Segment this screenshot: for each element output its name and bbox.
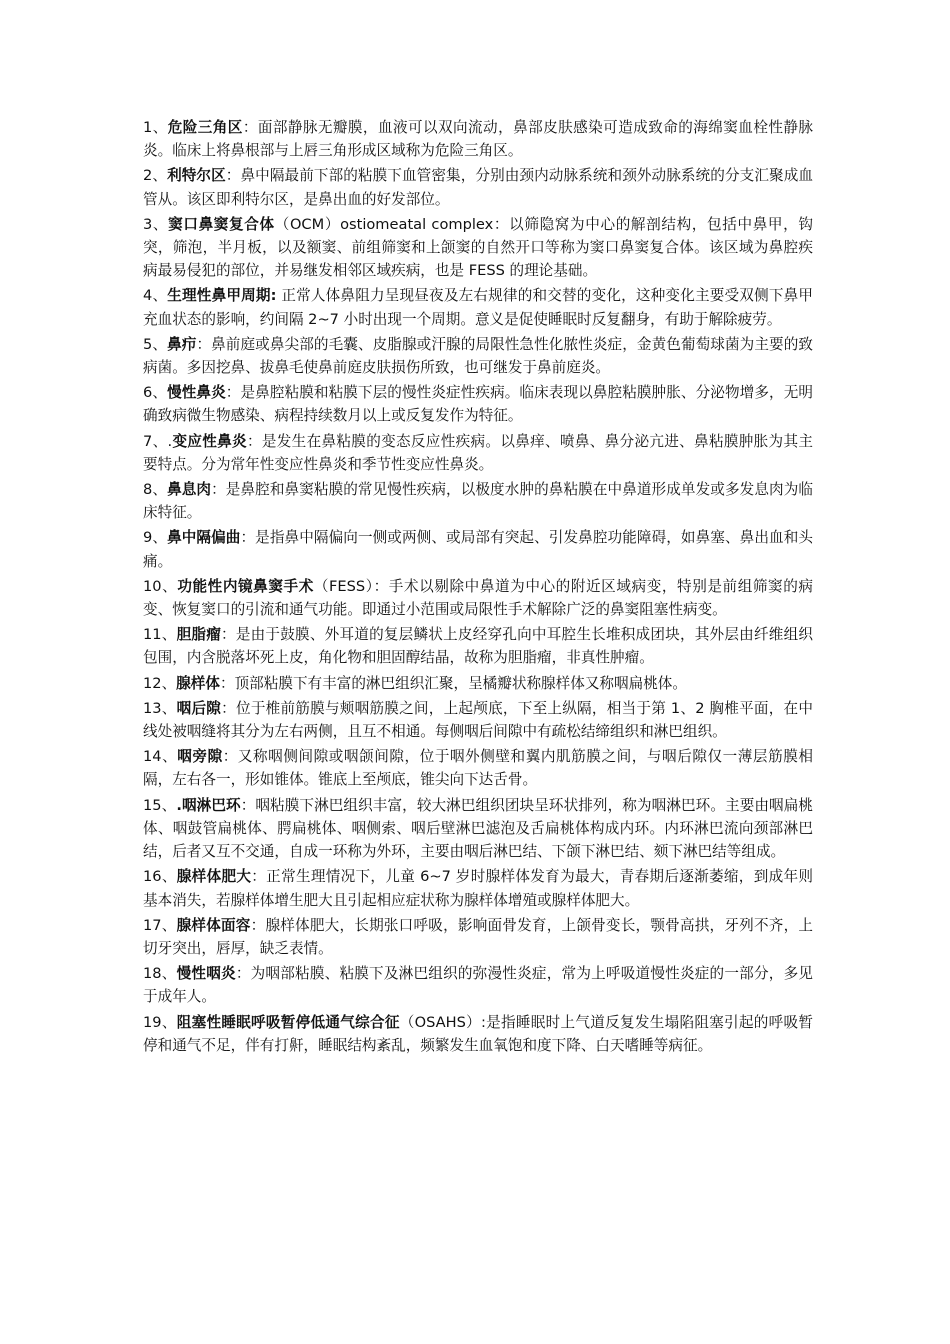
entry-separator: ： <box>225 384 241 402</box>
entry-term: 生理性鼻甲周期: <box>167 287 277 305</box>
entry-definition: 腺样体肥大，长期张口呼吸，影响面骨发育，上颌骨变长，颚骨高拱，牙列不齐，上切牙突出，唇厚，缺乏表情。 <box>143 916 813 957</box>
entry-term: 窦口鼻窦复合体 <box>168 215 275 233</box>
entry-term: 变应性鼻炎 <box>172 432 247 450</box>
entry-number: 1、 <box>143 119 168 136</box>
entry-term: 利特尔区 <box>167 167 226 185</box>
entry-number: 13、 <box>143 699 177 717</box>
glossary-entry <box>143 745 813 791</box>
entry-term: 危险三角区 <box>167 119 243 136</box>
entry-separator: ： <box>211 481 226 499</box>
entry-definition: 咽粘膜下淋巴组织丰富，较大淋巴组织团块呈环状排列，称为咽淋巴环。主要由咽扁桃体、咽鼓管扁桃体、腭扁桃体、咽侧索、咽后壁淋巴滤泡及舌扁桃体构成内环。内环淋巴流向颈部淋巴结，后者又互不交通，自成一环称为外环，主要由咽后淋巴结、下颌下淋巴结、颏下淋巴结等组成。 <box>143 796 813 861</box>
glossary-entry <box>143 914 813 960</box>
entry-term: 鼻疖 <box>167 335 197 353</box>
entry-term: 鼻息肉 <box>167 481 212 499</box>
entry-definition: 正常生理情况下，儿童 6~7 岁时腺样体发育为最大，青春期后逐渐萎缩，到成年则基本消失，若腺样体增生肥大且引起相应症状称为腺样体增殖或腺样体肥大。 <box>143 868 813 909</box>
entry-separator: ： <box>221 699 236 717</box>
glossary-entry <box>143 794 813 864</box>
entry-definition: 是鼻腔粘膜和粘膜下层的慢性炎症性疾病。临床表现以鼻腔粘膜肿胀、分泌物增多，无明确致病微生物感染、病程持续数月以上或反复发作为特征。 <box>143 384 813 425</box>
entry-definition: 面部静脉无瓣膜，血液可以双向流动，鼻部皮肤感染可造成致命的海绵窦血栓性静脉炎。临床上将鼻根部与上唇三角形成区域称为危险三角区。 <box>143 119 813 160</box>
entry-number: 11、 <box>143 626 177 644</box>
document-page <box>143 116 813 1059</box>
entry-definition: 是由于鼓膜、外耳道的复层鳞状上皮经穿孔向中耳腔生长堆积成团块，其外层由纤维组织包围，内含脱落坏死上皮，角化物和胆固醇结晶，故称为胆脂瘤，非真性肿瘤。 <box>143 626 813 667</box>
entry-separator: ： <box>222 748 238 766</box>
entry-term: 咽后隙 <box>176 699 222 717</box>
entry-term: 慢性咽炎 <box>176 965 236 983</box>
glossary-entry <box>143 430 813 476</box>
entry-number: 14、 <box>143 748 178 766</box>
entry-definition: 是鼻腔和鼻窦粘膜的常见慢性疾病，以极度水肿的鼻粘膜在中鼻道形成单发或多发息肉为临床特征。 <box>143 481 813 522</box>
entry-number: 12、 <box>143 674 177 692</box>
entry-separator: ： <box>240 796 256 814</box>
glossary-entry <box>143 164 813 210</box>
entry-separator: ： <box>250 916 266 934</box>
entry-number: 5、 <box>143 335 168 353</box>
entry-definition: 正常人体鼻阻力呈现昼夜及左右规律的和交替的变化，这种变化主要受双侧下鼻甲充血状态的影响，约间隔 2~7 小时出现一个周期。意义是促使睡眠时反复翻身，有助于解除疲劳。 <box>143 287 813 328</box>
glossary-entry <box>143 381 813 427</box>
entry-definition: 鼻中隔最前下部的粘膜下血管密集，分别由颈内动脉系统和颈外动脉系统的分支汇聚成血管从。该区即利特尔区，是鼻出血的好发部位。 <box>143 167 813 208</box>
entry-number: 4、 <box>143 287 168 305</box>
entry-definition: 是指睡眠时上气道反复发生塌陷阻塞引起的呼吸暂停和通气不足，伴有打鼾，睡眠结构紊乱，频繁发生血氧饱和度下降、白天嗜睡等病征。 <box>143 1013 813 1054</box>
entry-definition: 顶部粘膜下有丰富的淋巴组织汇聚，呈橘瓣状称腺样体又称咽扁桃体。 <box>234 674 687 692</box>
entry-separator: ： <box>251 868 267 886</box>
entry-number: 3、 <box>143 215 169 233</box>
entry-number: 10、 <box>143 577 178 595</box>
entry-term: .咽淋巴环 <box>176 796 241 814</box>
entry-term: 鼻中隔偏曲 <box>167 529 241 547</box>
glossary-entry <box>143 962 813 1008</box>
entry-term: 腺样体 <box>176 674 220 692</box>
glossary-entry <box>143 697 813 743</box>
entry-term: 功能性内镜鼻窦手术 <box>177 577 314 595</box>
entry-number: 18、 <box>143 965 177 983</box>
glossary-entry <box>143 672 813 695</box>
glossary-entry <box>143 865 813 911</box>
entry-number: 2、 <box>143 167 168 185</box>
entry-definition: 为咽部粘膜、粘膜下及淋巴组织的弥漫性炎症，常为上呼吸道慢性炎症的一部分，多见于成年人。 <box>143 965 813 1006</box>
entry-definition: 是发生在鼻粘膜的变态反应性疾病。以鼻痒、喷鼻、鼻分泌亢进、鼻粘膜肿胀为其主要特点。分为常年性变应性鼻炎和季节性变应性鼻炎。 <box>143 432 813 473</box>
entry-number: 16、 <box>143 868 177 886</box>
entry-separator: ： <box>221 626 236 644</box>
glossary-entry <box>143 526 813 572</box>
entry-term: 咽旁隙 <box>177 748 223 766</box>
entry-term: 腺样体肥大 <box>176 868 252 886</box>
glossary-entry <box>143 284 813 330</box>
entry-definition: 是指鼻中隔偏向一侧或两侧、或局部有突起、引发鼻腔功能障碍，如鼻塞、鼻出血和头痛。 <box>143 529 813 570</box>
glossary-entry <box>143 333 813 379</box>
entry-separator: （OCM）ostiomeatal complex： <box>274 215 510 233</box>
entry-term: 慢性鼻炎 <box>167 384 226 402</box>
entry-separator: ： <box>219 674 235 692</box>
entry-separator: ： <box>235 965 251 983</box>
entry-number: 8、 <box>143 481 168 499</box>
glossary-entry <box>143 623 813 669</box>
entry-definition: 又称咽侧间隙或咽颌间隙，位于咽外侧壁和翼内肌筋膜之间，与咽后隙仅一薄层筋膜相隔，左右各一，形如锥体。锥底上至颅底，锥尖向下达舌骨。 <box>143 748 813 789</box>
entry-number: 15、 <box>143 796 177 814</box>
entry-term: 阻塞性睡眠呼吸暂停低通气综合征 <box>176 1013 400 1031</box>
entry-term: 腺样体面容 <box>176 916 251 934</box>
entry-separator: （OSAHS）: <box>399 1013 486 1031</box>
glossary-entry <box>143 478 813 524</box>
entry-definition: 鼻前庭或鼻尖部的毛囊、皮脂腺或汗腺的局限性急性化脓性炎症，金黄色葡萄球菌为主要的致病菌。多因挖鼻、拔鼻毛使鼻前庭皮肤损伤所致，也可继发于鼻前庭炎。 <box>143 335 813 377</box>
entry-separator: ： <box>196 335 212 353</box>
entry-separator: （FESS）： <box>313 577 389 595</box>
entry-definition: 手术以剔除中鼻道为中心的附近区域病变，特别是前组筛窦的病变、恢复窦口的引流和通气功能。即通过小范围或局限性手术解除广泛的鼻窦阻塞性病变。 <box>143 577 813 619</box>
entry-definition: 位于椎前筋膜与颊咽筋膜之间，上起颅底，下至上纵隔，相当于第 1、2 胸椎平面，在中线处被咽缝将其分为左右两侧，且互不相通。每侧咽后间隙中有疏松结缔组织和淋巴组织。 <box>143 699 813 741</box>
entry-separator: ： <box>225 167 241 185</box>
entry-number: 9、 <box>143 529 168 547</box>
entry-separator: ： <box>240 529 256 547</box>
entry-definition: 以筛隐窝为中心的解剖结构，包括中鼻甲，钩突，筛泡，半月板，以及额窦、前组筛窦和上颌窦的自然开口等称为窦口鼻窦复合体。该区域为鼻腔疾病最易侵犯的部位，并易继发相邻区域疾病，也是 FESS 的理论基础。 <box>143 215 813 280</box>
entry-number: 17、 <box>143 916 177 934</box>
entry-separator: ： <box>242 119 258 136</box>
glossary-entry <box>143 116 813 162</box>
entry-number: 7、. <box>143 432 173 450</box>
glossary-entry <box>143 1011 813 1057</box>
entry-term: 胆脂瘤 <box>176 626 222 644</box>
glossary-entry <box>143 213 813 283</box>
entry-number: 6、 <box>143 384 168 402</box>
glossary-entry <box>143 575 813 621</box>
entry-number: 19、 <box>143 1013 177 1031</box>
entry-separator: ： <box>246 432 262 450</box>
